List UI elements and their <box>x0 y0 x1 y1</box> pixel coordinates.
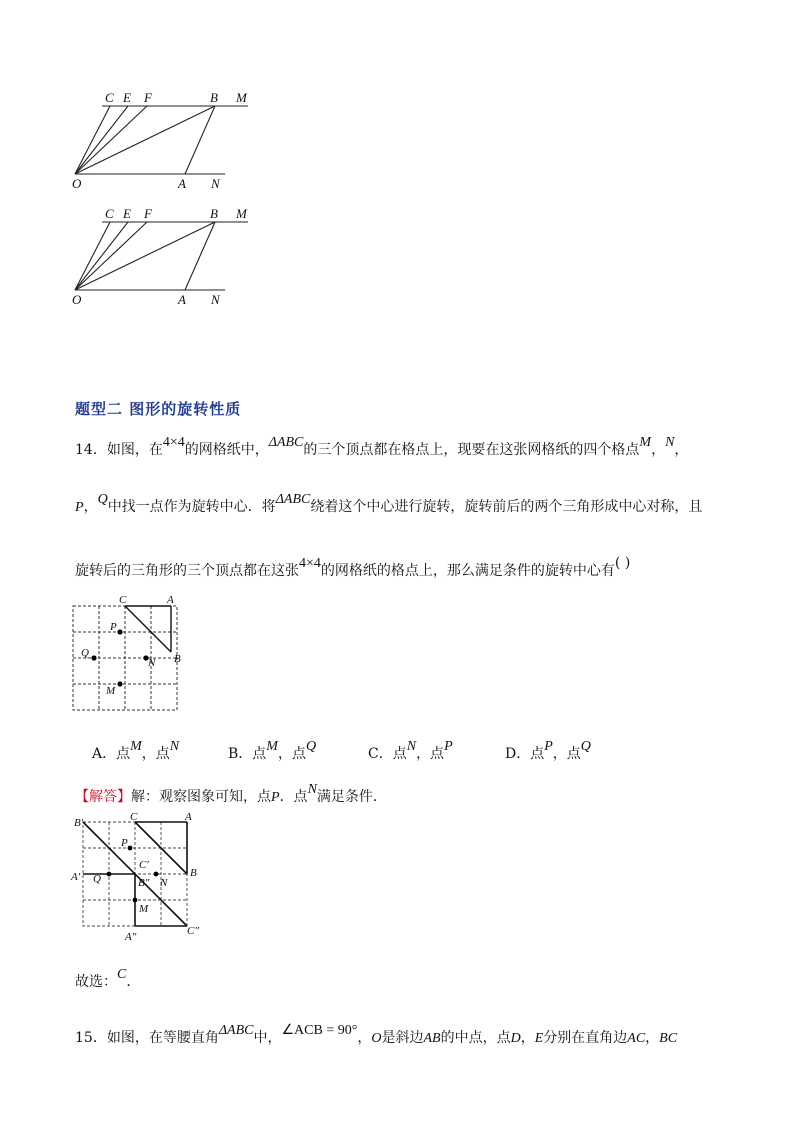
label-f: F <box>144 206 152 221</box>
parallelogram-diagram-1 <box>60 88 260 193</box>
parallelogram-figure-2 <box>60 204 260 309</box>
q15-line-1: 15．如图，在等腰直角ΔABC中，∠ACB = 90°，O是斜边AB的中点，点D，E分别在直角边AC，BC <box>75 1023 678 1046</box>
point-q <box>107 872 112 877</box>
segment-ba <box>185 106 215 174</box>
label-m: M <box>139 903 149 915</box>
label-q: Q <box>93 873 101 885</box>
label-a: A <box>167 594 174 606</box>
label-m: M <box>106 685 116 697</box>
label-o: O <box>72 176 82 191</box>
label-e: E <box>123 90 131 105</box>
q14-line-3: 旋转后的三角形的三个顶点都在这张4×4的网格纸的格点上，那么满足条件的旋转中心有( ) <box>75 555 631 579</box>
answer-line: 【解答】解：观察图象可知，点P．点N满足条件． <box>75 782 387 805</box>
label-c: C <box>105 206 114 221</box>
label-b: B <box>210 90 218 105</box>
label-c: C <box>105 90 114 105</box>
point-q <box>91 655 96 660</box>
segment-oc <box>75 106 110 174</box>
label-a: A <box>185 811 192 823</box>
point-m <box>117 681 122 686</box>
answer-choice-line: 故选：C． <box>75 967 141 990</box>
parallelogram-diagram-2 <box>60 204 260 309</box>
answer-tag: 【解答】 <box>75 789 131 805</box>
label-n: N <box>148 657 156 669</box>
option-b[interactable]: B．点M，点Q <box>228 739 317 762</box>
q14-line-1: 14．如图，在4×4的网格纸中，ΔABC的三个顶点都在格点上，现要在这张网格纸的四个格点M，N， <box>75 435 689 458</box>
label-m: M <box>236 206 247 221</box>
label-f: F <box>144 90 152 105</box>
label-a-double-prime: A″ <box>125 931 137 943</box>
label-n: N <box>211 292 220 307</box>
triangle-abc <box>125 606 171 652</box>
label-c: C <box>119 594 127 606</box>
label-a: A <box>178 292 186 307</box>
label-n: N <box>211 176 220 191</box>
label-p: P <box>121 837 128 849</box>
grid-answer-diagram <box>70 810 210 944</box>
label-c: C <box>130 811 138 823</box>
label-b: B <box>210 206 218 221</box>
label-c-prime: C′ <box>139 859 149 871</box>
label-b-prime: B′ <box>74 817 84 829</box>
option-a[interactable]: A．点M，点N <box>92 739 180 762</box>
q14-line-2: P，Q中找一点作为旋转中心．将ΔABC绕着这个中心进行旋转，旋转前后的两个三角形成中心对称，且 <box>75 492 703 515</box>
section-title: 题型二 图形的旋转性质 <box>75 400 242 418</box>
grid-answer-figure <box>70 810 210 944</box>
label-m: M <box>236 90 247 105</box>
label-q: Q <box>81 647 89 659</box>
grid-question-figure <box>68 592 193 714</box>
label-n: N <box>160 877 168 889</box>
point-p <box>117 629 122 634</box>
label-o: O <box>72 292 82 307</box>
point-n <box>154 872 159 877</box>
parallelogram-figure-1 <box>60 88 260 193</box>
option-c[interactable]: C．点N，点P <box>368 739 453 762</box>
label-a: A <box>178 176 186 191</box>
label-p: P <box>110 621 117 633</box>
label-e: E <box>123 206 131 221</box>
segment-ob <box>75 106 215 174</box>
segment-oe <box>75 106 128 174</box>
point-m <box>133 898 138 903</box>
label-a-prime: A′ <box>71 871 81 883</box>
label-c-double-prime: C″ <box>187 925 199 937</box>
grid-question-diagram <box>68 592 193 714</box>
label-b: B <box>190 867 197 879</box>
segment-of <box>75 106 147 174</box>
point-p <box>128 846 133 851</box>
option-d[interactable]: D．点P，点Q <box>505 739 591 762</box>
label-b-double-prime: B″ <box>138 877 150 889</box>
label-b: B <box>174 653 181 665</box>
